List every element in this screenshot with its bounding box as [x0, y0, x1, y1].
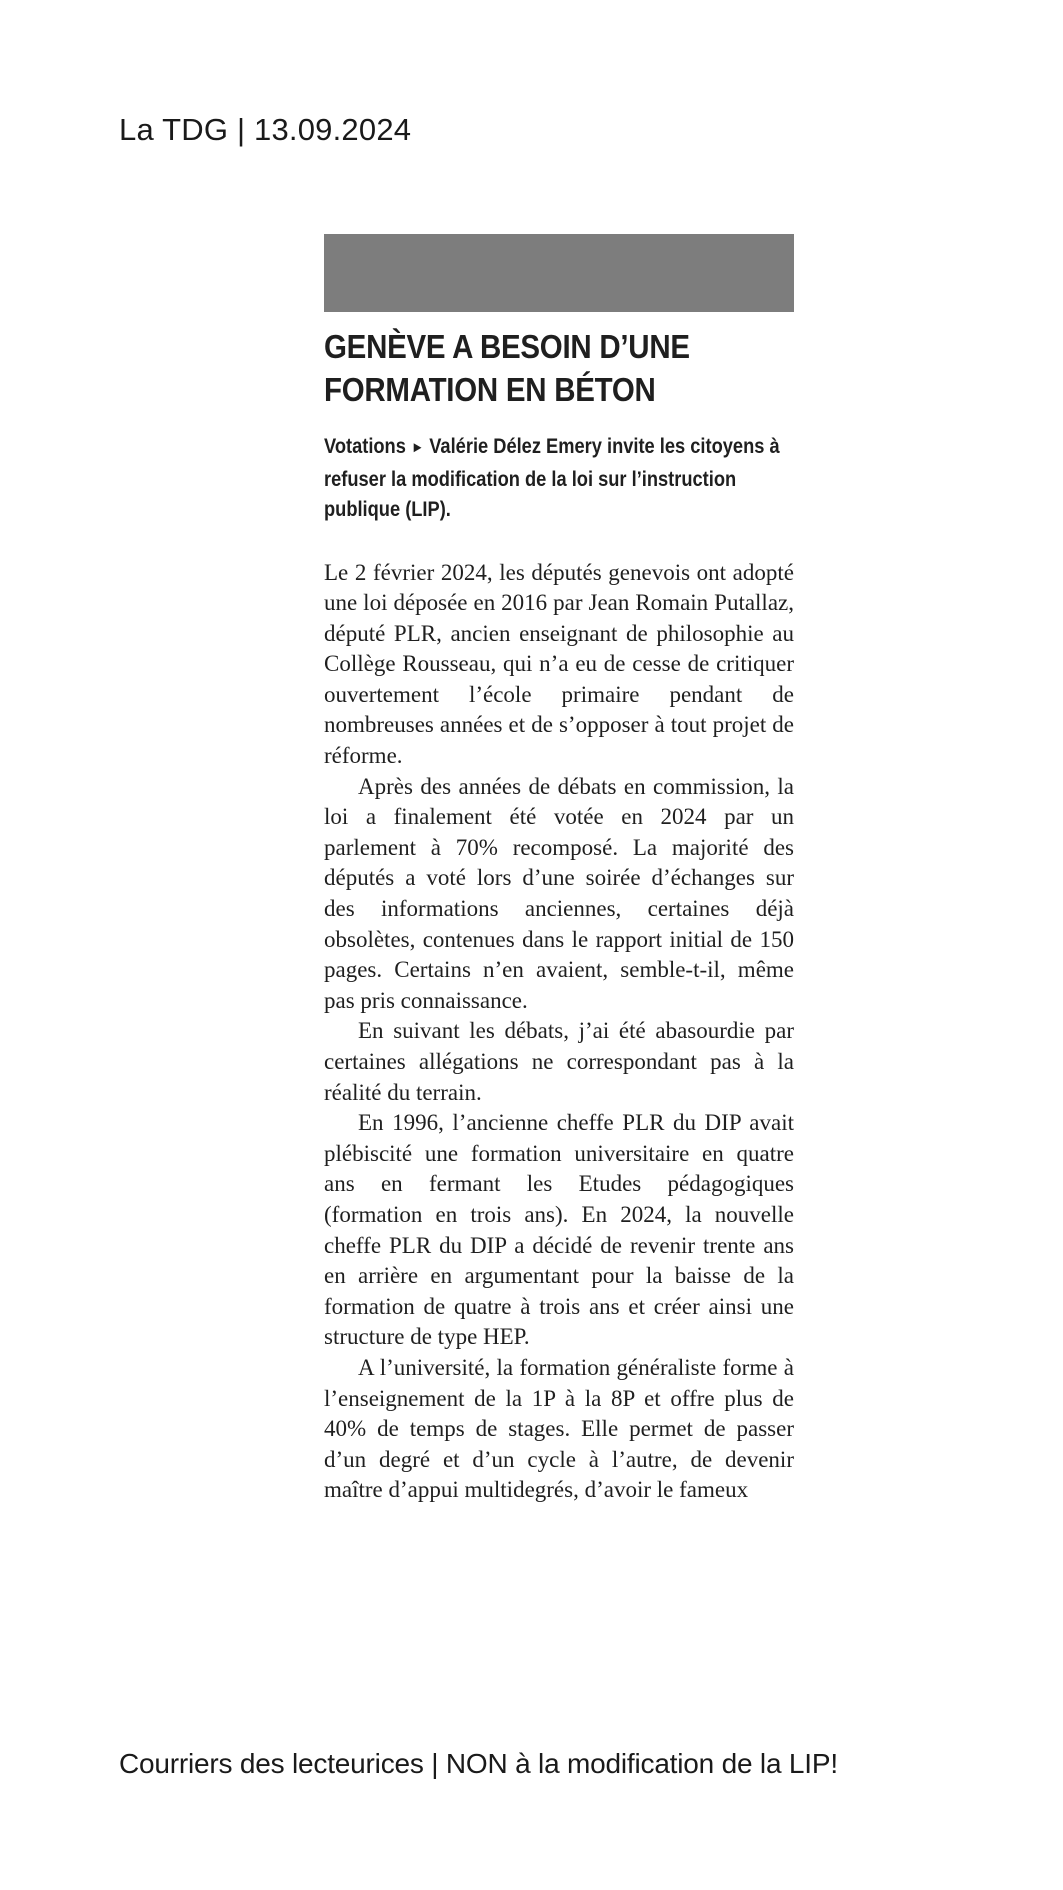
- body-paragraph-2: Après des années de débats en commission, la loi a finalement été votée en 2024 par un parlement à 70% recomposé. La majorité des députés a voté lors d’une soirée d’échanges sur des informations anciennes, certaines déjà obsolètes, contenues dans le rapport initial de 150 pages. Certains n’en avaient, semble-t-il, même pas pris connaissance.: [324, 773, 794, 1013]
- article-headline: [324, 326, 794, 412]
- body-paragraph-1: Le 2 février 2024, les députés genevois ont adopté une loi déposée en 2016 par Jean Romain Putallaz, député PLR, ancien enseignant de philosophie au Collège Rousseau, qui n’a eu de cesse de critiquer ouvertement l’école primaire pendant de nombreuses années et de s’opposer à tout projet de réforme.: [324, 559, 794, 769]
- body-paragraph-3: En suivant les débats, j’ai été abasourdie par certaines allégations ne correspondant pas à la réalité du terrain.: [324, 1018, 794, 1105]
- source-date-label: La TDG | 13.09.2024: [119, 112, 412, 147]
- footer-caption: Courriers des lecteurices | NON à la modification de la LIP!: [119, 1748, 838, 1779]
- play-arrow-icon: ►: [411, 439, 425, 456]
- headline-line-2: FORMATION EN BÉTON: [324, 372, 656, 409]
- lead-kicker: Votations: [324, 435, 406, 458]
- newspaper-clipping: [324, 234, 794, 1506]
- header-gray-bar: [324, 234, 794, 312]
- article-body: [324, 558, 794, 1506]
- article-lead: [324, 432, 794, 526]
- headline-line-1: GENÈVE A BESOIN D’UNE: [324, 329, 690, 366]
- body-paragraph-4: En 1996, l’ancienne cheffe PLR du DIP avait plébiscité une formation universitaire en quatre ans en fermant les Etudes pédagogiques (formation en trois ans). En 2024, la nouvelle cheffe PLR du DIP a décidé de revenir trente ans en arrière en argumentant pour la baisse de la formation de quatre à trois ans et créer ainsi une structure de type HEP.: [324, 1110, 794, 1350]
- body-paragraph-5: A l’université, la formation généraliste forme à l’enseignement de la 1P à la 8P et offre plus de 40% de temps de stages. Elle permet de passer d’un degré et d’un cycle à l’autre, de devenir maître d’appui multidegrés, d’avoir le fameux: [324, 1354, 794, 1503]
- lead-text: Valérie Délez Emery invite les citoyens à refuser la modification de la loi sur l’instruction publique (LIP).: [324, 435, 780, 521]
